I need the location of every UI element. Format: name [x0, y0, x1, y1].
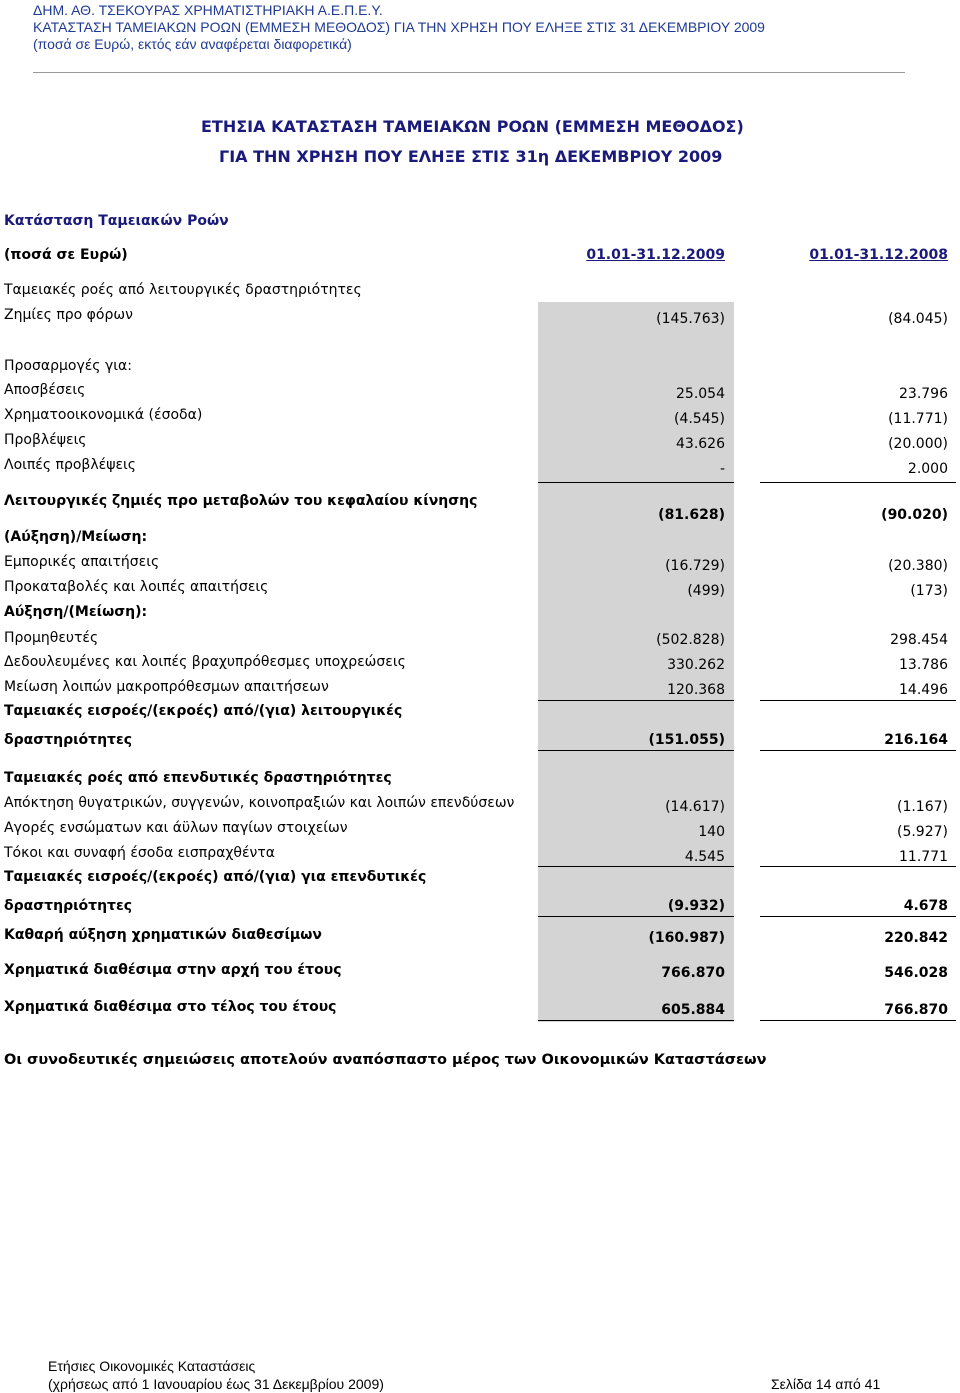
row-label: Προκαταβολές και λοιπές απαιτήσεις — [4, 579, 269, 595]
row-value-2008: 2.000 — [907, 461, 948, 477]
section-heading-investing: Ταμειακές ροές από επενδυτικές δραστηριότητες — [4, 770, 392, 786]
total-underline-2008 — [760, 916, 956, 917]
row-value-2009: (81.628) — [658, 507, 725, 523]
row-value-2008: (20.000) — [888, 436, 948, 452]
row-label: Χρηματοοικονομικά (έσοδα) — [4, 407, 203, 423]
footer-period: (χρήσεως από 1 Ιανουαρίου έως 31 Δεκεμβρίου 2009) — [48, 1376, 384, 1392]
row-value-2008: (84.045) — [888, 311, 948, 327]
subtotal-underline-2009 — [538, 482, 734, 483]
row-value-2009: 43.626 — [676, 436, 725, 452]
row-value-2008: (90.020) — [881, 507, 948, 523]
row-label: Ζημίες προ φόρων — [4, 307, 133, 323]
statement-label: Κατάσταση Ταμειακών Ροών — [4, 213, 229, 229]
row-value-2009: 140 — [698, 824, 725, 840]
row-label-opening-cash: Χρηματικά διαθέσιμα στην αρχή του έτους — [4, 962, 342, 978]
row-label-net-increase: Καθαρή αύξηση χρηματικών διαθεσίμων — [4, 927, 322, 943]
section-heading-operating: Ταμειακές ροές από λειτουργικές δραστηριότητες — [4, 282, 362, 298]
total-underline-2009 — [538, 916, 734, 917]
row-value-2009: 605.884 — [661, 1002, 725, 1018]
header-company-name: ΔΗΜ. ΑΘ. ΤΣΕΚΟΥΡΑΣ ΧΡΗΜΑΤΙΣΤΗΡΙΑΚΗ Α.Ε.Π.Ε.Υ. — [33, 2, 383, 18]
row-label: Αποσβέσεις — [4, 382, 86, 398]
row-value-2008: (20.380) — [888, 558, 948, 574]
subtotal-underline-2009 — [538, 866, 734, 867]
row-label-total: Ταμειακές εισροές/(εκροές) από/(για) για επενδυτικές — [4, 869, 427, 885]
footer-page-number: Σελίδα 14 από 41 — [771, 1376, 881, 1392]
row-value-2009: (160.987) — [648, 930, 725, 946]
row-label: Λοιπές προβλέψεις — [4, 457, 136, 473]
row-value-2008: (173) — [910, 583, 948, 599]
row-label: Προμηθευτές — [4, 630, 99, 646]
row-label: (Αύξηση)/Μείωση: — [4, 529, 148, 545]
row-value-2009: 330.262 — [667, 657, 725, 673]
subtotal-underline-2009 — [538, 700, 734, 701]
row-value-2008: (5.927) — [896, 824, 948, 840]
row-value-2008: 298.454 — [890, 632, 948, 648]
row-value-2009: (145.763) — [656, 311, 725, 327]
row-label: Απόκτηση θυγατρικών, συγγενών, κοινοπραξιών και λοιπών επενδύσεων — [4, 795, 515, 811]
row-value-2009: - — [719, 461, 725, 477]
row-label: Προβλέψεις — [4, 432, 87, 448]
row-value-2009: 120.368 — [667, 682, 725, 698]
row-label-subtotal: Λειτουργικές ζημιές προ μεταβολών του κεφαλαίου κίνησης — [4, 493, 478, 509]
row-label: Δεδουλευμένες και λοιπές βραχυπρόθεσμες υποχρεώσεις — [4, 654, 406, 670]
units-label: (ποσά σε Ευρώ) — [4, 247, 128, 263]
row-value-2008: 13.786 — [899, 657, 948, 673]
row-value-2009: (499) — [687, 583, 725, 599]
row-label: Αγορές ενσώματων και άϋλων παγίων στοιχείων — [4, 820, 348, 836]
subtotal-underline-2008 — [760, 866, 956, 867]
row-value-2008: 4.678 — [903, 898, 948, 914]
row-label-total-cont: δραστηριότητες — [4, 898, 133, 914]
row-value-2008: 11.771 — [899, 849, 948, 865]
row-value-2008: 216.164 — [884, 732, 948, 748]
row-label-total-cont: δραστηριότητες — [4, 732, 133, 748]
row-label: Εμπορικές απαιτήσεις — [4, 554, 160, 570]
row-value-2009: (502.828) — [656, 632, 725, 648]
column-header-2008: 01.01-31.12.2008 — [809, 247, 948, 263]
row-value-2009: 766.870 — [661, 965, 725, 981]
header-divider — [33, 72, 905, 73]
row-label-closing-cash: Χρηματικά διαθέσιμα στο τέλος του έτους — [4, 999, 337, 1015]
row-value-2009: 4.545 — [684, 849, 725, 865]
row-value-2008: 766.870 — [884, 1002, 948, 1018]
row-label: Τόκοι και συναφή έσοδα εισπραχθέντα — [4, 845, 276, 861]
row-value-2008: (11.771) — [888, 411, 948, 427]
final-underline-2008 — [760, 1020, 956, 1021]
row-value-2009: 25.054 — [676, 386, 725, 402]
notes-disclaimer: Οι συνοδευτικές σημειώσεις αποτελούν αναπόσπαστο μέρος των Οικονομικών Καταστάσεων — [4, 1052, 767, 1068]
row-value-2008: 14.496 — [899, 682, 948, 698]
row-label-total: Ταμειακές εισροές/(εκροές) από/(για) λειτουργικές — [4, 703, 403, 719]
footer-report-title: Ετήσιες Οικονομικές Καταστάσεις — [48, 1358, 256, 1374]
row-value-2009: (9.932) — [667, 898, 725, 914]
row-label: Μείωση λοιπών μακροπρόθεσμων απαιτήσεων — [4, 679, 329, 695]
row-value-2009: (151.055) — [648, 732, 725, 748]
header-units-note: (ποσά σε Ευρώ, εκτός εάν αναφέρεται διαφορετικά) — [33, 36, 352, 52]
row-value-2009: (4.545) — [673, 411, 725, 427]
total-underline-2009 — [538, 750, 734, 751]
row-value-2009: (16.729) — [665, 558, 725, 574]
row-value-2008: 23.796 — [899, 386, 948, 402]
total-underline-2008 — [760, 750, 956, 751]
subtotal-underline-2008 — [760, 482, 956, 483]
column-header-2009: 01.01-31.12.2009 — [586, 247, 725, 263]
row-value-2008: (1.167) — [896, 799, 948, 815]
page-subtitle: ΓΙΑ ΤΗΝ ΧΡΗΣΗ ΠΟΥ ΕΛΗΞΕ ΣΤΙΣ 31η ΔΕΚΕΜΒΡΙΟΥ 2009 — [219, 147, 723, 166]
row-value-2008: 546.028 — [884, 965, 948, 981]
page-title: ΕΤΗΣΙΑ ΚΑΤΑΣΤΑΣΗ ΤΑΜΕΙΑΚΩΝ ΡΟΩΝ (ΕΜΜΕΣΗ ΜΕΘΟΔΟΣ) — [201, 117, 744, 136]
final-underline-2009 — [538, 1020, 734, 1021]
row-value-2008: 220.842 — [884, 930, 948, 946]
row-label: Προσαρμογές για: — [4, 358, 132, 374]
subtotal-underline-2008 — [760, 700, 956, 701]
row-value-2009: (14.617) — [665, 799, 725, 815]
header-statement-title: ΚΑΤΑΣΤΑΣΗ ΤΑΜΕΙΑΚΩΝ ΡΟΩΝ (ΕΜΜΕΣΗ ΜΕΘΟΔΟΣ) ΓΙΑ ΤΗΝ ΧΡΗΣΗ ΠΟΥ ΕΛΗΞΕ ΣΤΙΣ 31 ΔΕΚΕΜΒΡΙΟΥ 2009 — [33, 19, 765, 35]
row-label: Αύξηση/(Μείωση): — [4, 604, 148, 620]
